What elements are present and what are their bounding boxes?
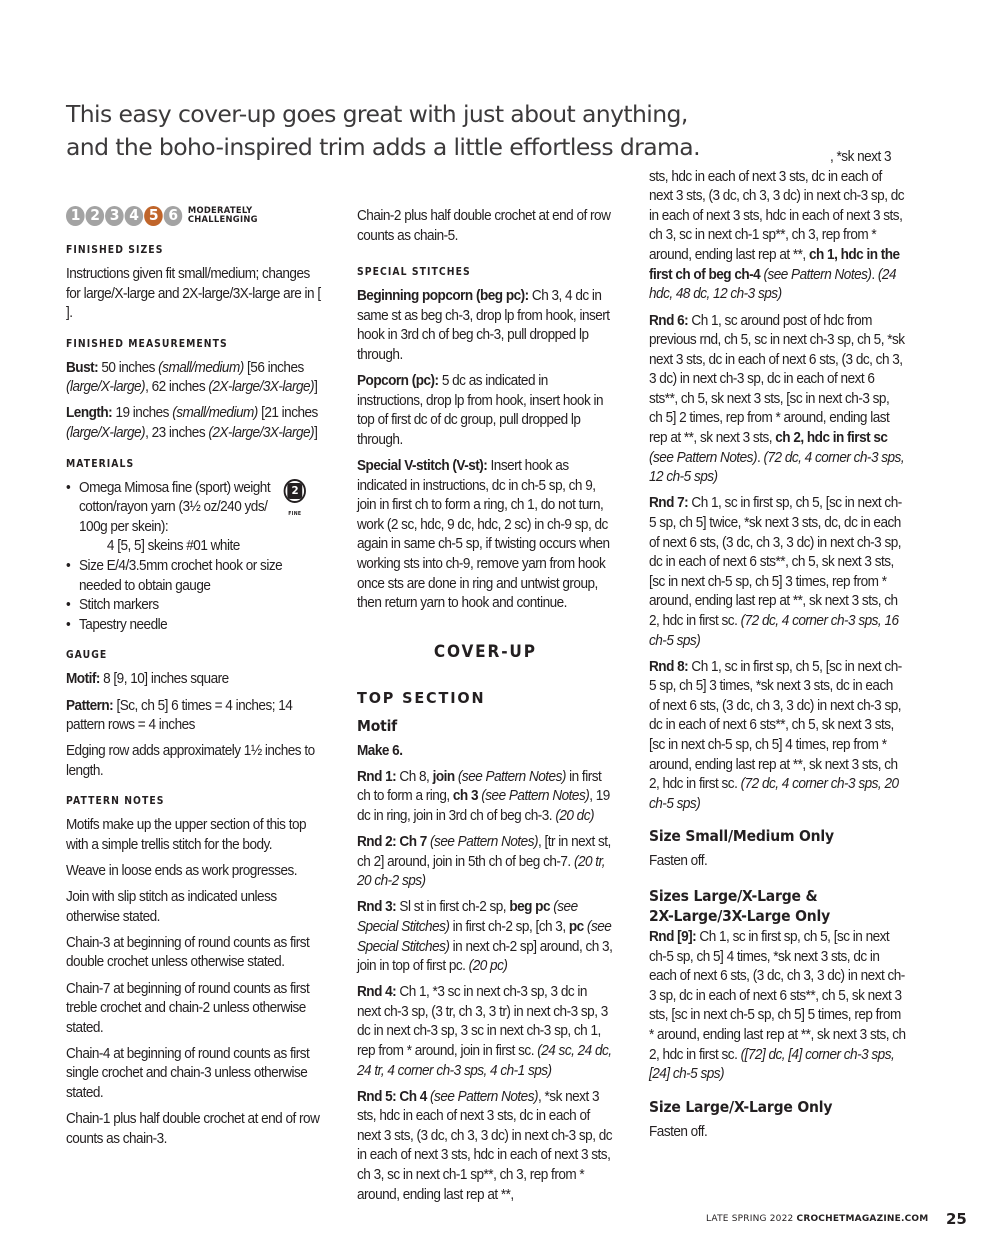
round-5-continued: , *sk next 3 sts, hdc in each of next 3 sts, dc in each of next 3 sts, (3 dc, ch 3, 3 dc) in next ch-3 sp, dc in each of next 3 sts, hdc in each of next 3 sts, ch 3, sc in next ch-1 sp**, ch 3, rep from * around, ending last rep at **, ch 1, hdc in the first ch of beg ch-4 (see Pattern Notes). (24 hdc, 48 dc, 12 ch-3 sps): [649, 149, 905, 303]
intro-line-2: and the boho-inspired trim adds a little effortless drama.: [66, 133, 700, 161]
materials-block: [66, 479, 323, 636]
special-stitch-popcorn: Popcorn (pc): 5 dc as indicated in instructions, drop lp from hook, insert hook in top of first dc of dc group, pull dropped lp through.: [357, 373, 604, 448]
list-item: • Size E/4/3.5mm crochet hook or size needed to obtain gauge: [66, 557, 323, 596]
fasten-off: Fasten off.: [649, 853, 708, 870]
round-4: Rnd 4: Ch 1, *3 sc in next ch-3 sp, 3 dc in next ch-3 sp, (3 tr, ch 3, 3 tr) in next ch-3 sp, 3 dc in next ch-3 sp, 3 sc in next ch-3 sp, ch 1, rep from * around, join in first sc. (24 sc, 24 dc, 24 tr, 4 corner ch-3 sps, 4 ch-1 sps): [357, 984, 612, 1079]
skill-level-label: MODERATELY CHALLENGING: [187, 206, 258, 225]
special-stitch-beg-popcorn: Beginning popcorn (beg pc): Ch 3, 4 dc in same st as beg ch-3, drop lp from hook, insert hook in 3rd ch of beg ch-3, pull dropped lp through.: [357, 288, 610, 363]
pattern-note: Join with slip stitch as indicated unless otherwise stated.: [66, 889, 277, 925]
list-item: • Tapestry needle: [66, 616, 323, 636]
special-stitches-heading: SPECIAL STITCHES: [357, 266, 471, 279]
size-large-heading: Size Large/X-Large Only: [649, 1097, 833, 1116]
yarn-weight-number: 2: [287, 483, 302, 499]
yarn-weight-label: FINE: [288, 510, 302, 517]
round-9: Rnd [9]: Ch 1, sc in first sp, ch 5, [sc in next ch-5 sp, ch 5] 4 times, *sk next 3 sts, dc in each of next 6 sts, (3 dc, ch 3, 3 dc) in next ch-3 sp, dc in each of next 6 sts**, ch 5, sk next 3 sts, [sc in next ch-5 sp, ch 5] 5 times, rep from * around, ending last rep at **, sk next 3 sts, ch 2, hdc in first sc. ([72] dc, [4] corner ch-3 sps, [24] ch-5 sps): [649, 928, 906, 1083]
skill-level-dot: 3: [105, 206, 124, 226]
list-item: • Omega Mimosa fine (sport) weight cotton/rayon yarn (3½ oz/240 yds/ 100g per skein): 4 [5, 5] skeins #01 white: [66, 479, 323, 557]
gauge-motif: Motif: 8 [9, 10] inches square: [66, 671, 229, 688]
round-2: Rnd 2: Ch 7 (see Pattern Notes), [tr in next st, ch 2] around, join in 5th ch of beg ch-7. (20 tr, 20 ch-2 sps): [357, 834, 611, 890]
finished-sizes-heading: FINISHED SIZES: [66, 244, 164, 256]
pattern-note: Chain-4 at beginning of round counts as first single crochet and chain-3 unless otherwise stated.: [66, 1045, 310, 1101]
round-8: Rnd 8: Ch 1, sc in first sp, ch 5, [sc in next ch-5 sp, ch 5] 3 times, *sk next 3 sts, dc in each of next 6 sts, (3 dc, ch 3, 3 dc) in next ch-3 sp, dc in each of next 6 sts**, ch 5, sk next 3 sts, [sc in next ch-5 sp, ch 5] 4 times, rep from * around, ending last rep at **, sk next 3 sts, ch 2, hdc in first sc. (72 dc, 4 corner ch-3 sps, 20 ch-5 sps): [649, 658, 902, 812]
column-2: [357, 207, 614, 1203]
finished-sizes-text: Instructions given fit small/medium; changes for large/X-large and 2X-large/3X-large are in [ ].: [66, 266, 321, 322]
gauge-heading: GAUGE: [66, 649, 108, 662]
subsection-title: TOP SECTION: [357, 688, 486, 707]
skill-level-dot: 4: [125, 206, 144, 226]
special-stitch-v-stitch: Special V-stitch (V-st): Insert hook as indicated in instructions, dc in ch-5 sp, ch 9, join in first ch to form a ring, ch 1, do not turn, work (2 sc, hdc, 9 dc, hdc, 2 sc) in ch-9 sp, dc again in same ch-5 sp, if twisting occurs when working sts into ch-9, remove yarn from hook once sts are done in ring and untwist group, then return yarn to hook and continue.: [357, 457, 610, 612]
skill-level-dot: 1: [66, 206, 85, 226]
pattern-note: Weave in loose ends as work progresses.: [66, 863, 298, 880]
round-5: Rnd 5: Ch 4 (see Pattern Notes), *sk next 3 sts, hdc in each of next 3 sts, dc in each of next 3 sts, (3 dc, ch 3, 3 dc) in next ch-3 sp, dc in each of next 3 sts, hdc in each of next 3 sts, ch 3, sc in next ch-1 sp**, ch 3, rep from * around, ending last rep at **,: [357, 1088, 613, 1203]
footer-issue: LATE SPRING 2022 CROCHETMAGAZINE.COM: [706, 1214, 929, 1224]
section-title: COVER-UP: [433, 641, 537, 661]
skill-level-dot-active: 5: [144, 206, 163, 226]
page-footer: [0, 1210, 997, 1230]
pattern-notes-heading: PATTERN NOTES: [66, 795, 165, 808]
pattern-note: Chain-3 at beginning of round counts as first double crochet unless otherwise stated.: [66, 934, 310, 971]
intro-line-1: This easy cover-up goes great with just about anything,: [66, 100, 688, 128]
materials-list: [66, 479, 323, 636]
motif-heading: Motif: [357, 716, 398, 735]
gauge-pattern: Pattern: [Sc, ch 5] 6 times = 4 inches; 14 pattern rows = 4 inches: [66, 697, 293, 734]
length-measurement: Length: 19 inches (small/medium) [21 inches (large/X-large), 23 inches (2X-large/3X-large)]: [66, 405, 318, 442]
pattern-note: Chain-7 at beginning of round counts as first treble crochet and chain-2 unless otherwise stated.: [66, 980, 310, 1036]
column-3: [649, 149, 906, 1149]
column-1: [66, 207, 323, 1156]
gauge-edging: Edging row adds approximately 1½ inches to length.: [66, 743, 315, 779]
sizes-large-heading: Sizes Large/X-Large & 2X-Large/3X-Large Only: [649, 886, 831, 925]
round-1: Rnd 1: Ch 8, join (see Pattern Notes) in first ch to form a ring, ch 3 (see Pattern Notes), 19 dc in ring, join in 3rd ch of beg ch-3. (20 dc): [357, 768, 610, 824]
skill-level-dot: 6: [164, 206, 183, 226]
finished-measurements-heading: FINISHED MEASUREMENTS: [66, 337, 228, 350]
pattern-note: Chain-1 plus half double crochet at end of row counts as chain-3.: [66, 1111, 320, 1147]
size-small-medium-heading: Size Small/Medium Only: [649, 827, 834, 846]
make-count: Make 6.: [357, 742, 403, 759]
materials-heading: MATERIALS: [66, 457, 135, 470]
bust-measurement: Bust: 50 inches (small/medium) [56 inches (large/X-large), 62 inches (2X-large/3X-large)]: [66, 359, 318, 396]
fasten-off: Fasten off.: [649, 1123, 708, 1140]
round-3: Rnd 3: Sl st in first ch-2 sp, beg pc (see Special Stitches) in first ch-2 sp, [ch 3, pc (see Special Stitches) in next ch-2 sp] around, ch 3, join in top of first pc. (20 pc): [357, 899, 613, 975]
page-number: 25: [946, 1210, 967, 1228]
pattern-note: Chain-2 plus half double crochet at end of row counts as chain-5.: [357, 208, 611, 244]
pattern-note: Motifs make up the upper section of this top with a simple trellis stitch for the body.: [66, 817, 307, 853]
list-item: • Stitch markers: [66, 596, 323, 616]
round-6: Rnd 6: Ch 1, sc around post of hdc from previous rnd, ch 5, sc in next ch-3 sp, ch 5, *sk next 3 sts, dc in each of next 6 sts, (3 dc, ch 3, 3 dc) in next ch-3 sp, dc in each of next 6 sts**, ch 5, sk next 3 sts, [sc in next ch-3 sp, ch 5] 2 times, rep from * around, ending last rep at **, sk next 3 sts, ch 2, hdc in first sc (see Pattern Notes). (72 dc, 4 corner ch-3 sps, 12 ch-5 sps): [649, 312, 905, 486]
skill-level-dot: 2: [86, 206, 105, 226]
skill-level: [66, 206, 323, 226]
round-7: Rnd 7: Ch 1, sc in first sp, ch 5, [sc in next ch-5 sp, ch 5] twice, *sk next 3 sts, dc, dc in each of next 6 sts, (3 dc, ch 3, 3 dc) in next ch-3 sp, dc in each of next 6 sts**, ch 5, sk next 3 sts, [sc in next ch-5 sp, ch 5] 3 times, rep from * around, ending last rep at **, sk next 3 sts, ch 2, hdc in first sc. (72 dc, 4 corner ch-3 sps, 16 ch-5 sps): [649, 495, 902, 649]
